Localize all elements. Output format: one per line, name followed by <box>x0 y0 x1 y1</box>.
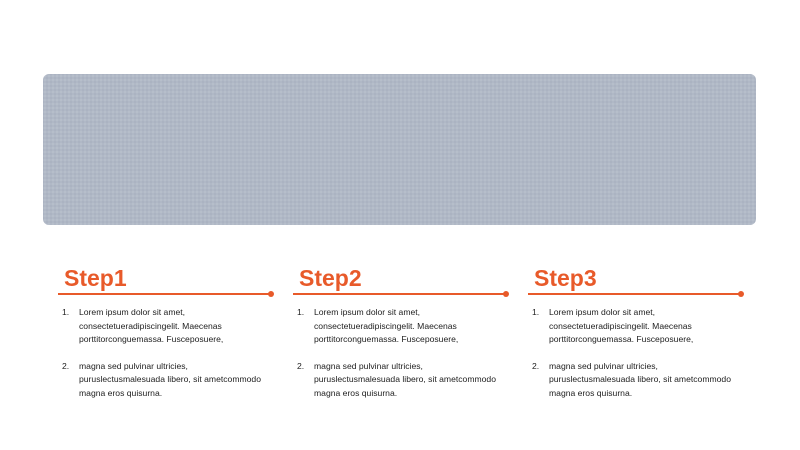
list-item <box>293 360 511 401</box>
list-item <box>528 306 746 347</box>
step-divider-line <box>528 293 742 295</box>
step-block-1 <box>58 262 276 422</box>
step-block-3 <box>528 262 746 422</box>
divider-dot <box>268 291 274 297</box>
list-number: 1. <box>62 307 70 317</box>
list-number: 1. <box>532 307 540 317</box>
list-item <box>528 360 746 401</box>
list-text: magna sed pulvinar ultricies, puruslectusmalesuada libero, sit ametcommodo magna eros quisurna. <box>79 360 261 398</box>
step-block-2 <box>293 262 511 422</box>
list-item <box>58 360 276 401</box>
step-list <box>293 306 511 413</box>
list-text: Lorem ipsum dolor sit amet, consectetueradipiscingelit. Maecenas porttitorconguemassa. Fusceposuere, <box>549 307 694 344</box>
list-number: 1. <box>297 307 305 317</box>
list-number: 2. <box>297 360 305 371</box>
divider-dot <box>503 291 509 297</box>
step-list <box>528 306 746 413</box>
step-divider-line <box>58 293 272 295</box>
list-number: 2. <box>532 360 540 371</box>
list-text: magna sed pulvinar ultricies, puruslectusmalesuada libero, sit ametcommodo magna eros quisurna. <box>549 360 731 398</box>
list-item <box>293 306 511 347</box>
step-divider-line <box>293 293 507 295</box>
list-number: 2. <box>62 360 70 371</box>
step-title: Step2 <box>299 265 362 291</box>
list-text: Lorem ipsum dolor sit amet, consectetueradipiscingelit. Maecenas porttitorconguemassa. Fusceposuere, <box>314 307 459 344</box>
list-text: Lorem ipsum dolor sit amet, consectetueradipiscingelit. Maecenas porttitorconguemassa. Fusceposuere, <box>79 307 224 344</box>
step-list <box>58 306 276 413</box>
list-text: magna sed pulvinar ultricies, puruslectusmalesuada libero, sit ametcommodo magna eros quisurna. <box>314 360 496 398</box>
step-title: Step3 <box>534 265 597 291</box>
step-title: Step1 <box>64 265 127 291</box>
image-placeholder <box>43 74 756 225</box>
list-item <box>58 306 276 347</box>
divider-dot <box>738 291 744 297</box>
